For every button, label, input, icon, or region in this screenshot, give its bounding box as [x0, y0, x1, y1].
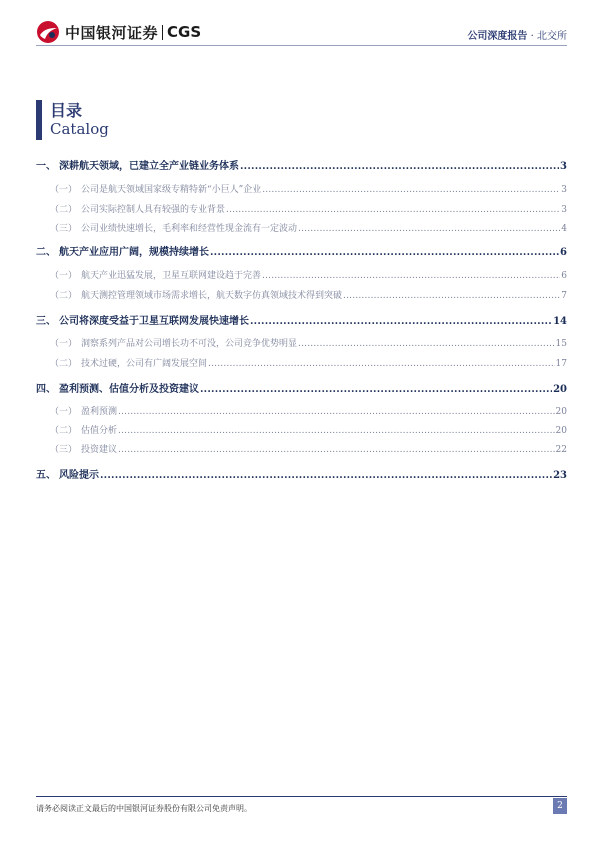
- toc-entry[interactable]: [36, 243, 567, 258]
- toc-entry-number: 三、: [36, 316, 56, 327]
- toc-entry[interactable]: [36, 442, 567, 455]
- report-type: 公司深度报告: [467, 31, 528, 42]
- toc-leader-dots: [118, 445, 555, 455]
- toc-entry[interactable]: [36, 336, 567, 349]
- toc-entry-number: （二）: [50, 359, 78, 369]
- toc-entry-title: 航天产业迅猛发展，卫星互联网建设趋于完善: [81, 271, 262, 281]
- toc-entry-number: （三）: [50, 224, 78, 234]
- toc-entry-number: （一）: [50, 185, 78, 195]
- toc-entry[interactable]: [36, 182, 567, 195]
- toc-entry-number: 二、: [36, 247, 56, 258]
- toc-entry[interactable]: [36, 466, 567, 481]
- toc-leader-dots: [250, 316, 552, 327]
- toc-entry-title: 风险提示: [59, 470, 99, 481]
- toc-entry-number: 四、: [36, 384, 56, 395]
- toc-entry[interactable]: [36, 288, 567, 301]
- toc-entry-page: 22: [555, 445, 567, 455]
- toc-entry[interactable]: [36, 404, 567, 417]
- toc-entry-number: （二）: [50, 205, 78, 215]
- toc-entry-number: （一）: [50, 407, 78, 417]
- toc-entry-title: 盈利预测: [81, 407, 118, 417]
- toc-leader-dots: [208, 359, 555, 369]
- toc-entry[interactable]: [36, 202, 567, 215]
- logo-divider: [162, 25, 163, 40]
- logo-text-cn: 中国银河证券: [65, 23, 159, 42]
- toc-leader-dots: [262, 271, 560, 281]
- toc-entry[interactable]: [36, 157, 567, 172]
- toc-entry-page: 6: [560, 247, 567, 258]
- toc-entry[interactable]: [36, 380, 567, 395]
- header-divider: [36, 45, 567, 46]
- toc-entry[interactable]: [36, 312, 567, 327]
- toc-entry-page: 20: [555, 407, 567, 417]
- report-tag-separator: ·: [530, 31, 534, 42]
- toc-entry-title: 公司将深度受益于卫星互联网发展快速增长: [59, 316, 249, 327]
- toc-entry-page: 3: [561, 185, 567, 195]
- toc-entry-title: 公司业绩快速增长，毛利率和经营性现金流有一定波动: [81, 224, 298, 234]
- toc-leader-dots: [118, 426, 555, 436]
- brand-logo: [36, 20, 201, 44]
- footer-divider: [36, 796, 567, 797]
- logo-text-en: CGS: [167, 23, 202, 41]
- toc-entry-page: 23: [553, 470, 567, 481]
- toc-entry[interactable]: [36, 268, 567, 281]
- toc-entry-page: 14: [553, 316, 567, 327]
- toc-leader-dots: [100, 470, 552, 481]
- toc-entry[interactable]: [36, 423, 567, 436]
- toc-leader-dots: [210, 247, 559, 258]
- toc-entry-page: 20: [553, 384, 567, 395]
- toc-leader-dots: [298, 224, 560, 234]
- toc-entry-page: 20: [555, 426, 567, 436]
- toc-leader-dots: [298, 339, 555, 349]
- toc-leader-dots: [200, 384, 552, 395]
- toc-title-en: Catalog: [50, 120, 109, 138]
- toc-entry-title: 估值分析: [81, 426, 118, 436]
- toc-entry-number: （二）: [50, 291, 78, 301]
- toc-entry-page: 7: [561, 291, 567, 301]
- toc-entry[interactable]: [36, 356, 567, 369]
- toc-entry[interactable]: [36, 221, 567, 234]
- toc-entry-title: 盈利预测、估值分析及投资建议: [59, 384, 199, 395]
- toc-entry-page: 4: [561, 224, 567, 234]
- toc-title-cn: 目录: [50, 101, 83, 120]
- toc-entry-title: 航天测控管理领域市场需求增长，航天数字仿真领域技术得到突破: [81, 291, 343, 301]
- page-number: 2: [553, 798, 567, 814]
- footer-disclaimer: 请务必阅读正文最后的中国银河证券股份有限公司免责声明。: [36, 804, 252, 813]
- title-accent-bar: [36, 100, 42, 140]
- toc-entry-title: 洞察系列产品对公司增长功不可没，公司竞争优势明显: [81, 339, 298, 349]
- toc-entry-number: 五、: [36, 470, 56, 481]
- toc-entry-page: 3: [561, 205, 567, 215]
- toc-entry-title: 技术过硬，公司有广阔发展空间: [81, 359, 208, 369]
- toc-entry-number: （一）: [50, 339, 78, 349]
- toc-leader-dots: [226, 205, 560, 215]
- toc-entry-title: 公司是航天领域国家级专精特新“小巨人”企业: [81, 185, 262, 195]
- toc-entry-page: 17: [555, 359, 567, 369]
- toc-entry-page: 15: [555, 339, 567, 349]
- toc-entry-number: （一）: [50, 271, 78, 281]
- toc-leader-dots: [262, 185, 560, 195]
- toc-entry-title: 投资建议: [81, 445, 118, 455]
- toc-entry-title: 深耕航天领域，已建立全产业链业务体系: [59, 161, 239, 172]
- toc-entry-number: （二）: [50, 426, 78, 436]
- toc-entry-title: 航天产业应用广阔，规模持续增长: [59, 247, 209, 258]
- toc-entry-page: 3: [560, 161, 567, 172]
- toc-entry-number: （三）: [50, 445, 78, 455]
- toc-entry-title: 公司实际控制人具有较强的专业背景: [81, 205, 226, 215]
- toc-leader-dots: [118, 407, 555, 417]
- toc-entry-page: 6: [561, 271, 567, 281]
- exchange-name: 北交所: [537, 31, 567, 42]
- page-header: [0, 0, 595, 46]
- toc-leader-dots: [343, 291, 560, 301]
- toc-entry-number: 一、: [36, 161, 56, 172]
- toc-leader-dots: [240, 161, 559, 172]
- report-tag: [467, 27, 567, 42]
- cgs-logo-icon: [36, 20, 60, 44]
